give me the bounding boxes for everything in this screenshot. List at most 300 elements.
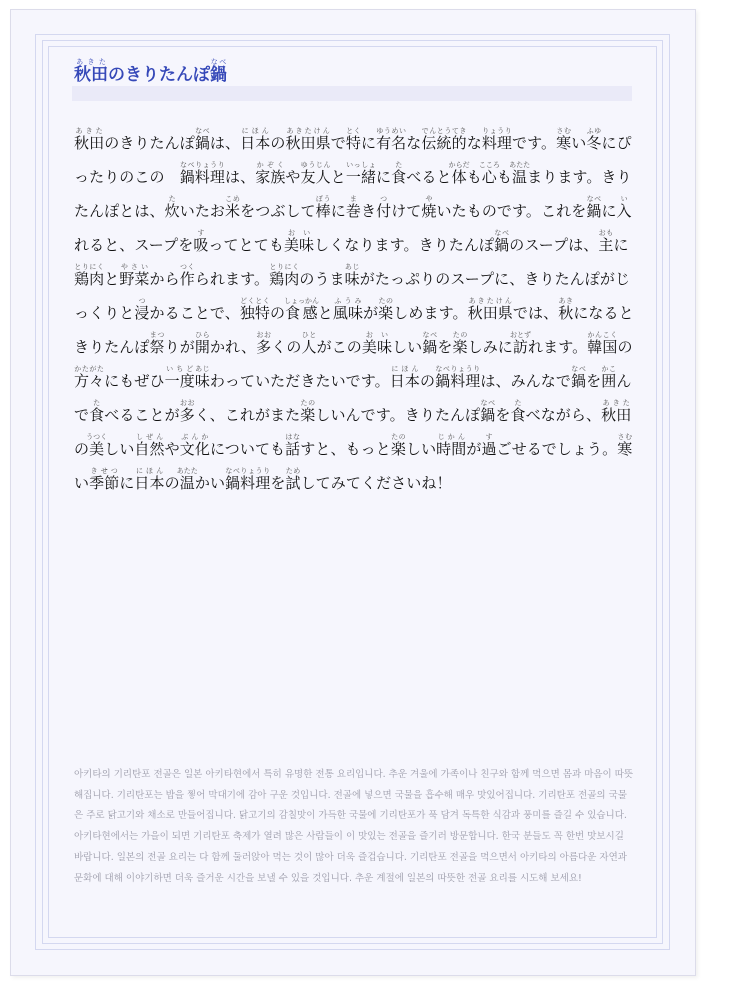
furigana-reading: た <box>164 195 180 203</box>
furigana-reading: あきたけん <box>285 127 331 135</box>
kana-text: れると、スープを <box>74 236 194 254</box>
furigana-reading: ため <box>285 467 301 475</box>
kana-text: に <box>330 202 346 220</box>
furigana-word <box>74 58 108 85</box>
furigana-word <box>269 263 300 288</box>
korean-translation: 아키타의 기리탄포 전골은 일본 아키타현에서 특히 유명한 전통 요리입니다. 추운 겨울에 가족이나 친구와 함께 먹으면 몸과 마음이 따뜻해집니다. 기리탄포는 밥을 찧어 막대기에 감아 구운 것입니다. 전골에 넣으면 국물을 흡수해 매우 맛있어집니다. 기리탄포 전골의 국물은 주로 닭고기와 채소로 만들어집니다. 닭고기의 감칠맛이 가득한 국물에 기리탄포가 푹 담겨 독특한 식감과 풍미를 즐길 수 있습니다. 아키타현에서는 가을이 되면 기리탄포 축제가 열려 많은 사람들이 이 맛있는 전골을 즐기러 방문합니다. 한국 분들도 꼭 한번 맛보시길 바랍니다. 일본의 전골 요리는 다 함께 둘러앉아 먹는 것이 많아 더욱 즐겁습니다. 기리탄포 전골을 먹으면서 아키타의 아름다운 자연과 문화에 대해 이야기하면 더욱 즐거운 시간을 보낼 수 있을 것입니다. 추운 계절에 일본의 따뜻한 전골 요리를 시도해 보세요! <box>74 769 634 884</box>
kana-text: かれ、 <box>209 338 257 356</box>
kana-text: に <box>360 134 377 152</box>
kanji-text: 楽 <box>378 304 394 322</box>
kana-text: と <box>330 168 346 186</box>
furigana-reading: とりにく <box>74 263 105 271</box>
furigana-word <box>586 195 602 220</box>
kana-text: の <box>419 372 436 390</box>
furigana-reading: ま <box>345 195 361 203</box>
furigana-reading: す <box>481 433 497 441</box>
furigana-reading: ぶんか <box>179 433 210 441</box>
kana-text: く、これがまた <box>194 406 301 424</box>
furigana-word <box>285 433 301 458</box>
kanji-text: 美 <box>86 440 108 458</box>
kana-text: しくなります。きりたんぽ <box>314 236 495 254</box>
kanji-text: 浸 <box>134 304 150 322</box>
furigana-word <box>179 263 195 288</box>
furigana-word <box>134 433 165 458</box>
furigana-reading: たの <box>378 297 394 305</box>
kana-text: してみてくださいね！ <box>300 474 452 492</box>
furigana-reading: うつく <box>86 433 108 441</box>
kanji-text: 主 <box>598 236 614 254</box>
kanji-text: 吸 <box>193 236 209 254</box>
kana-text: な <box>406 134 422 152</box>
furigana-reading: にほん <box>240 127 271 135</box>
kana-text: をつぶして <box>240 202 316 220</box>
kanji-text: 鍋 <box>194 134 210 152</box>
furigana-reading: にほん <box>134 467 165 475</box>
furigana-reading: とく <box>345 127 361 135</box>
furigana-reading: あき <box>558 297 574 305</box>
kana-text: を <box>495 406 511 424</box>
kana-text: に <box>613 236 629 254</box>
kanji-text: 自然 <box>134 440 165 458</box>
kana-text: まります。きりたんぽとは、 <box>74 168 632 220</box>
furigana-word <box>421 195 437 220</box>
furigana-reading: つく <box>179 263 195 271</box>
kana-text: は、 <box>225 168 256 186</box>
kana-text: べると <box>406 168 452 186</box>
furigana-word <box>421 127 467 152</box>
kanji-text: 温 <box>176 474 198 492</box>
furigana-reading: おも <box>598 229 614 237</box>
furigana-word <box>194 331 210 356</box>
furigana-reading: い <box>616 195 632 203</box>
kana-text: から <box>149 270 180 288</box>
furigana-reading: あたた <box>176 467 198 475</box>
furigana-reading: たの <box>452 331 468 339</box>
kana-text: や <box>285 168 301 186</box>
furigana-word <box>300 161 331 186</box>
kana-text: しい <box>392 338 423 356</box>
kana-text: しみに <box>467 338 513 356</box>
furigana-reading: あたた <box>509 161 531 169</box>
kanji-text: 多 <box>179 406 195 424</box>
furigana-reading: おい <box>361 331 393 339</box>
furigana-reading: た <box>89 399 105 407</box>
kanji-text: 有名 <box>376 134 407 152</box>
kana-text: い <box>74 474 90 492</box>
furigana-word <box>391 161 407 186</box>
furigana-reading: た <box>510 399 526 407</box>
furigana-reading: おい <box>283 229 315 237</box>
furigana-word <box>617 433 633 458</box>
furigana-word <box>481 433 497 458</box>
kana-text: のうま <box>299 270 345 288</box>
furigana-reading: なべ <box>480 399 496 407</box>
furigana-reading: まつ <box>149 331 165 339</box>
furigana-reading: なべりょうり <box>225 467 271 475</box>
kana-text: いたものです。これを <box>436 202 587 220</box>
furigana-reading: た <box>391 161 407 169</box>
furigana-reading: なべりょうり <box>435 365 481 373</box>
kana-text: しい <box>405 440 437 458</box>
furigana-reading: なべりょうり <box>179 161 225 169</box>
furigana-word <box>452 331 468 356</box>
furigana-reading: あきた <box>74 58 108 66</box>
kanji-text: 秋田県 <box>467 304 513 322</box>
kanji-text: 寒 <box>556 134 572 152</box>
furigana-word <box>556 127 572 152</box>
furigana-word <box>361 331 393 356</box>
furigana-word <box>74 365 105 390</box>
furigana-reading: なべ <box>210 58 227 66</box>
kana-text: りが <box>164 338 195 356</box>
kana-text: にぴったりのこの <box>74 134 632 186</box>
furigana-reading: かぞく <box>255 161 286 169</box>
furigana-reading: りょうり <box>481 127 512 135</box>
furigana-word <box>300 399 316 424</box>
furigana-word <box>494 229 510 254</box>
kanji-text: 味 <box>344 270 360 288</box>
kana-text: しいんです。きりたんぽ <box>315 406 481 424</box>
furigana-word <box>194 127 210 152</box>
kanji-text: 温 <box>509 168 531 186</box>
kana-text: な <box>466 134 482 152</box>
furigana-reading: ふゆ <box>586 127 602 135</box>
furigana-reading: なべ <box>494 229 510 237</box>
kana-text: けて <box>391 202 422 220</box>
furigana-word <box>376 127 407 152</box>
kanji-text: 開 <box>194 338 210 356</box>
kana-text: かることで、 <box>149 304 240 322</box>
furigana-word <box>558 297 574 322</box>
kanji-text: 祭 <box>149 338 165 356</box>
kana-text: んで <box>74 372 632 424</box>
kanji-text: 一緒 <box>345 168 377 186</box>
furigana-reading: からだ <box>448 161 470 169</box>
kanji-text: 鍋 <box>571 372 587 390</box>
furigana-reading: かこ <box>601 365 617 373</box>
furigana-word <box>301 331 317 356</box>
furigana-word <box>480 399 496 424</box>
furigana-reading: おお <box>256 331 272 339</box>
kana-text: がたっぷりのスープに、きりたんぽがじっくりと <box>74 270 631 322</box>
kana-text: しめます。 <box>393 304 468 322</box>
kanji-text: 秋田 <box>601 406 632 424</box>
kanji-text: 楽 <box>452 338 468 356</box>
kana-text: は、 <box>209 134 241 152</box>
furigana-word <box>74 263 105 288</box>
furigana-reading: なべ <box>571 365 587 373</box>
furigana-reading: しょっかん <box>283 297 319 305</box>
kanji-text: 方々 <box>74 372 105 390</box>
kana-text: がこの <box>316 338 362 356</box>
furigana-word <box>240 127 271 152</box>
kana-text: に <box>376 168 392 186</box>
kana-text: しい <box>104 440 135 458</box>
furigana-reading: いちど <box>164 365 195 373</box>
kana-text: の <box>164 474 180 492</box>
furigana-reading: でんとうてき <box>421 127 467 135</box>
kanji-text: 風味 <box>332 304 364 322</box>
furigana-reading: なべ <box>194 127 210 135</box>
furigana-word <box>436 433 467 458</box>
furigana-reading: やさい <box>119 263 150 271</box>
furigana-word <box>481 127 513 152</box>
kanji-text: 日本 <box>134 474 165 492</box>
furigana-word <box>332 297 364 322</box>
kanji-text: 鍋料理 <box>435 372 481 390</box>
furigana-reading: ひと <box>301 331 317 339</box>
furigana-reading: なべ <box>422 331 438 339</box>
furigana-word <box>616 195 632 220</box>
furigana-word <box>285 127 331 152</box>
kana-text: も <box>496 168 513 186</box>
furigana-reading: ふうみ <box>332 297 364 305</box>
kanji-text: 心 <box>478 168 500 186</box>
kana-text: になるときりたんぽ <box>74 304 634 356</box>
kana-text: と <box>104 270 120 288</box>
furigana-word <box>478 161 500 186</box>
kanji-text: 鍋 <box>210 65 227 85</box>
furigana-reading: たの <box>300 399 316 407</box>
kana-text: が <box>466 440 482 458</box>
kana-text: と <box>317 304 333 322</box>
furigana-word <box>179 161 226 186</box>
kana-text: についても <box>209 440 286 458</box>
kanji-text: 秋田県 <box>285 134 331 152</box>
kanji-text: 人 <box>301 338 317 356</box>
kanji-text: 訪 <box>509 338 531 356</box>
kanji-text: 楽 <box>300 406 316 424</box>
furigana-reading: かたがた <box>74 365 105 373</box>
kanji-text: 炊 <box>164 202 180 220</box>
kana-text: すと、もっと <box>300 440 391 458</box>
furigana-word <box>164 195 180 220</box>
kanji-text: 入 <box>616 202 632 220</box>
kana-text: ごせるでしょう。 <box>496 440 618 458</box>
kanji-text: 作 <box>179 270 195 288</box>
kanji-text: 家族 <box>255 168 286 186</box>
kanji-text: 鍋 <box>586 202 602 220</box>
kana-text: を <box>586 372 602 390</box>
furigana-reading: とりにく <box>269 263 300 271</box>
kanji-text: 体 <box>448 168 470 186</box>
furigana-reading: じかん <box>436 433 467 441</box>
kanji-text: 鍋料理 <box>179 168 226 186</box>
furigana-reading: あきた <box>74 127 105 135</box>
furigana-word <box>134 467 165 492</box>
furigana-word <box>74 127 105 152</box>
kana-text: ってとても <box>208 236 284 254</box>
furigana-word <box>601 399 632 424</box>
furigana-word <box>587 331 618 356</box>
kana-text: や <box>164 440 180 458</box>
furigana-reading: ゆうめい <box>376 127 407 135</box>
kanji-text: 美味 <box>283 236 315 254</box>
furigana-reading: ひら <box>194 331 210 339</box>
furigana-word <box>86 433 108 458</box>
kana-text: は、みんなで <box>480 372 572 390</box>
kanji-text: 鍋 <box>480 406 496 424</box>
kanji-text: 多 <box>256 338 272 356</box>
page-title <box>74 58 227 84</box>
furigana-reading: あきた <box>601 399 632 407</box>
furigana-reading: あじ <box>194 365 210 373</box>
furigana-word <box>255 161 286 186</box>
furigana-word <box>435 365 481 390</box>
kanji-text: 日本 <box>389 372 420 390</box>
furigana-word <box>345 195 361 220</box>
kana-text: かい <box>194 474 226 492</box>
furigana-word <box>509 161 531 186</box>
furigana-word <box>256 331 272 356</box>
kanji-text: 過 <box>481 440 497 458</box>
furigana-word <box>467 297 513 322</box>
furigana-word <box>315 195 331 220</box>
kanji-text: 独特 <box>239 304 271 322</box>
kanji-text: 味 <box>194 372 210 390</box>
furigana-reading: こころ <box>478 161 500 169</box>
furigana-word <box>179 433 210 458</box>
furigana-word <box>345 127 361 152</box>
furigana-word <box>225 467 271 492</box>
kana-text: わっていただきたいです。 <box>209 372 390 390</box>
furigana-word <box>601 365 617 390</box>
kanji-text: 美味 <box>361 338 393 356</box>
kanji-text: 楽 <box>390 440 406 458</box>
furigana-word <box>448 161 470 186</box>
kana-text: に <box>601 202 617 220</box>
kanji-text: 韓国 <box>587 338 618 356</box>
furigana-word <box>210 58 227 85</box>
furigana-reading: ゆうじん <box>300 161 331 169</box>
furigana-word <box>378 297 394 322</box>
furigana-word <box>390 433 406 458</box>
kanji-text: 食 <box>391 168 407 186</box>
kana-text: い <box>571 134 587 152</box>
kanji-text: 料理 <box>481 134 513 152</box>
kanji-text: 一度 <box>164 372 195 390</box>
kanji-text: 鍋 <box>422 338 438 356</box>
furigana-word <box>283 297 319 322</box>
furigana-reading: なべ <box>586 195 602 203</box>
furigana-reading: さむ <box>617 433 633 441</box>
kana-text: が <box>363 304 379 322</box>
furigana-reading: ぼう <box>315 195 331 203</box>
furigana-word <box>598 229 614 254</box>
furigana-word <box>194 365 210 390</box>
furigana-word <box>422 331 438 356</box>
kanji-text: 話 <box>285 440 301 458</box>
kanji-text: 季節 <box>89 474 120 492</box>
furigana-reading: さむ <box>556 127 572 135</box>
furigana-word <box>89 399 105 424</box>
furigana-word <box>345 161 377 186</box>
kanji-text: 鍋料理 <box>225 474 271 492</box>
kana-text: で <box>330 134 346 152</box>
kanji-text: 時間 <box>436 440 467 458</box>
furigana-word <box>586 127 602 152</box>
furigana-word <box>134 297 150 322</box>
kana-text: を <box>437 338 453 356</box>
kana-text: のスープは、 <box>509 236 599 254</box>
kanji-text: 鶏肉 <box>269 270 300 288</box>
furigana-reading: つ <box>134 297 150 305</box>
kanji-text: 冬 <box>586 134 602 152</box>
kanji-text: 日本 <box>240 134 271 152</box>
kanji-text: 囲 <box>601 372 617 390</box>
furigana-reading: はな <box>285 433 301 441</box>
kana-text: の <box>74 440 90 458</box>
furigana-reading: あじ <box>344 263 360 271</box>
kana-text: き <box>360 202 377 220</box>
furigana-reading: おとず <box>509 331 531 339</box>
furigana-word <box>376 195 392 220</box>
kanji-text: 寒 <box>617 440 633 458</box>
kanji-text: 特 <box>345 134 361 152</box>
furigana-word <box>510 399 526 424</box>
furigana-word <box>225 195 241 220</box>
kana-text: の <box>270 134 286 152</box>
japanese-body-text <box>74 126 634 500</box>
furigana-reading: にほん <box>389 365 420 373</box>
furigana-word <box>509 331 531 356</box>
furigana-reading: あきたけん <box>467 297 513 305</box>
furigana-word <box>283 229 315 254</box>
kanji-text: 食 <box>89 406 105 424</box>
furigana-reading: どくとく <box>239 297 271 305</box>
kanji-text: 秋 <box>558 304 574 322</box>
title-highlight-bar <box>72 86 632 101</box>
furigana-word <box>193 229 209 254</box>
kana-text: も <box>466 168 482 186</box>
furigana-reading: しぜん <box>134 433 165 441</box>
kanji-text: 文化 <box>179 440 210 458</box>
furigana-word <box>119 263 150 288</box>
kanji-text: 米 <box>225 202 241 220</box>
kanji-text: 鶏肉 <box>74 270 105 288</box>
kana-text: の <box>270 304 286 322</box>
kana-text: べながら、 <box>525 406 602 424</box>
furigana-reading: たの <box>390 433 406 441</box>
furigana-reading: きせつ <box>89 467 120 475</box>
furigana-word <box>285 467 301 492</box>
furigana-word <box>89 467 120 492</box>
kanji-text: 付 <box>376 202 392 220</box>
furigana-reading: おお <box>179 399 195 407</box>
furigana-word <box>344 263 360 288</box>
kana-text: くの <box>271 338 302 356</box>
kana-text: べることが <box>104 406 180 424</box>
kanji-text: 伝統的 <box>421 134 467 152</box>
furigana-word <box>149 331 165 356</box>
furigana-word <box>389 365 420 390</box>
kanji-text: 食感 <box>283 304 319 322</box>
kana-text: です。 <box>512 134 557 152</box>
furigana-word <box>239 297 271 322</box>
kanji-text: 野菜 <box>119 270 150 288</box>
furigana-reading: いっしょ <box>345 161 377 169</box>
kana-text: のきりたんぽ <box>108 65 210 85</box>
kanji-text: 鍋 <box>494 236 510 254</box>
kana-text: のきりたんぽ <box>104 134 195 152</box>
kana-text: では、 <box>512 304 559 322</box>
kana-text: を <box>270 474 286 492</box>
furigana-reading: つ <box>376 195 392 203</box>
kanji-text: 食 <box>510 406 526 424</box>
furigana-word <box>164 365 195 390</box>
furigana-reading: こめ <box>225 195 241 203</box>
furigana-reading: や <box>421 195 437 203</box>
